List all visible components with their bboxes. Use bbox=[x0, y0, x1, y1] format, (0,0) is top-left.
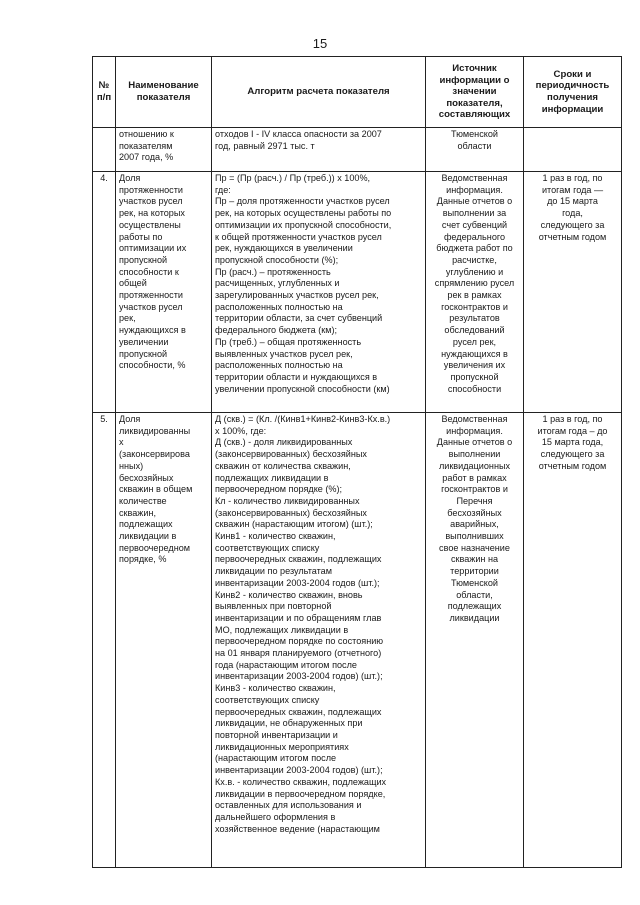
header-algorithm: Алгоритм расчета показателя bbox=[212, 57, 426, 128]
header-indicator-name: Наименование показателя bbox=[116, 57, 212, 128]
row-algorithm: отходов I - IV класса опасности за 2007 год, равный 2971 тыс. т bbox=[212, 128, 426, 172]
row-timing bbox=[524, 128, 622, 172]
row-source: Тюменской области bbox=[426, 128, 524, 172]
row-algorithm: Пр = (Пр (расч.) / Пр (треб.)) х 100%, где: Пр – доля протяженности участков русел рек, на которых осуществлены работы по оптимизации их пропускной способности, к общей протяженности участков русел рек, нуждающихся в увеличении пропускной способности (%); Пр (расч.) – протяженность расчищенных, углубленных и зарегулированных участков русел рек, расположенных полностью на территории области, за счет субвенций федерального бюджета (км); Пр (треб.) – общая протяженность выявленных участков русел рек, расположенных полностью на территории области и нуждающихся в увеличении пропускной способности (км) bbox=[212, 172, 426, 413]
table-row bbox=[93, 128, 622, 172]
row-timing: 1 раз в год, по итогам года — до 15 марта года, следующего за отчетным годом bbox=[524, 172, 622, 413]
row-source: Ведомственная информация. Данные отчетов о выполнении за счет субвенций федерального бюджета работ по расчистке, углублению и спрямлению русел рек в рамках госконтрактов и результатов обследований русел рек, нуждающихся в увеличения их пропускной способности bbox=[426, 172, 524, 413]
row-source: Ведомственная информация. Данные отчетов о выполнении ликвидационных работ в рамках госконтрактов и Перечня бесхозяйных аварийных, выполнивших свое назначение скважин на территории Тюменской области, подлежащих ликвидации bbox=[426, 413, 524, 868]
row-timing: 1 раз в год, по итогам года – до 15 марта года, следующего за отчетным годом bbox=[524, 413, 622, 868]
table-row bbox=[93, 413, 622, 868]
page-number: 15 bbox=[312, 36, 328, 51]
header-source: Источник информации о значении показателя, составляющих bbox=[426, 57, 524, 128]
row-indicator-name: отношению к показателям 2007 года, % bbox=[116, 128, 212, 172]
row-number: 4. bbox=[93, 172, 116, 413]
table-header-row bbox=[93, 57, 622, 128]
header-number: № п/п bbox=[93, 57, 116, 128]
table-row bbox=[93, 172, 622, 413]
row-indicator-name: Доля ликвидированны х (законсервирова нных) бесхозяйных скважин в общем количестве скважин, подлежащих ликвидации в первоочередном порядке, % bbox=[116, 413, 212, 868]
row-number bbox=[93, 128, 116, 172]
row-number: 5. bbox=[93, 413, 116, 868]
indicators-table bbox=[92, 56, 622, 868]
row-algorithm: Д (скв.) = (Кл. /(Кинв1+Кинв2-Кинв3-Кх.в.) х 100%, где: Д (скв.) - доля ликвидированных (законсервированных) бесхозяйных скважин от количества скважин, подлежащих ликвидации в первоочередном порядке (%); Кл - количество ликвидированных (законсервированных) бесхозяйных скважин (нарастающим итогом) (шт.); Кинв1 - количество скважин, соответствующих списку первоочередных скважин, подлежащих ликвидации по результатам инвентаризации 2003-2004 годов (шт.); Кинв2 - количество скважин, вновь выявленных при повторной инвентаризации и по обращениям глав МО, подлежащих ликвидации в первоочередном порядке по состоянию на 01 января планируемого (отчетного) года (нарастающим итогом после инвентаризации 2003-2004 годов) (шт.); Кинв3 - количество скважин, соответствующих списку первоочередных скважин, подлежащих ликвидации, не обнаруженных при повторной инвентаризации и ликвидационных мероприятиях (нарастающим итогом после инвентаризации 2003-2004 годов) (шт.); Кх.в. - количество скважин, подлежащих ликвидации в первоочередном порядке, оставленных для использования и дальнейшего оформления в хозяйственное ведение (нарастающим bbox=[212, 413, 426, 868]
header-timing: Сроки и периодичность получения информации bbox=[524, 57, 622, 128]
row-indicator-name: Доля протяженности участков русел рек, на которых осуществлены работы по оптимизации их пропускной способности к общей протяженности участков русел рек, нуждающихся в увеличении пропускной способности, % bbox=[116, 172, 212, 413]
